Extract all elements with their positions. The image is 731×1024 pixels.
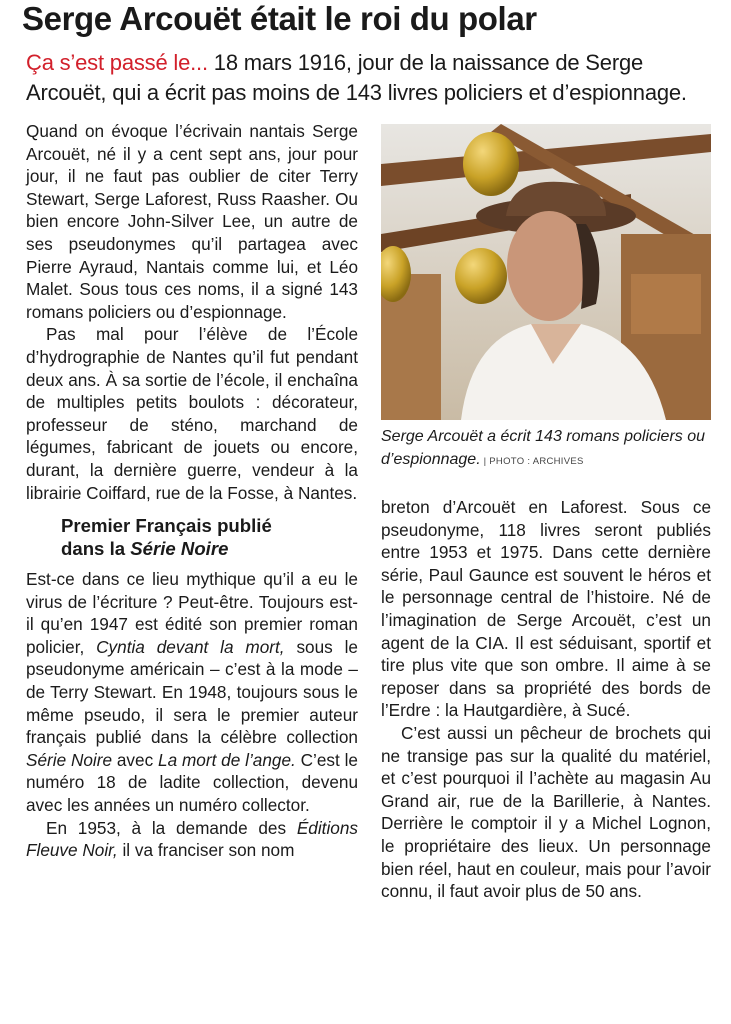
text-run: En 1953, à la demande des xyxy=(46,817,297,838)
photo-credit: | PHOTO : ARCHIVES xyxy=(480,455,584,467)
headline: Serge Arcouët était le roi du polar xyxy=(22,0,537,37)
text-run: avec xyxy=(112,749,159,770)
article-photo xyxy=(381,124,711,420)
subheading-line: dans la xyxy=(61,538,131,560)
text-run: Est-ce dans ce lieu mythique qu’il a eu le virus de l’écriture ? Peut-être. Toujours est-il qu’en 1947 est édité son premier roman policier, xyxy=(26,569,358,657)
photo-caption xyxy=(381,426,711,473)
subheading-italic: Série Noire xyxy=(130,538,229,560)
article-column-right xyxy=(381,496,711,903)
subheading xyxy=(61,514,358,560)
text-run: sous le pseudonyme américain – c’est à la mode – de Terry Stewart. En 1948, toujours sous le même pseudo, il sera le premier auteur français publié dans la célèbre collection xyxy=(26,636,358,748)
paragraph xyxy=(26,817,358,862)
portrait-illustration xyxy=(381,124,711,420)
publisher-name: Éditions Fleuve Noir, xyxy=(26,817,358,861)
subheading-line: Premier Français publié xyxy=(61,515,272,537)
article-column-left xyxy=(26,120,358,862)
standfirst xyxy=(26,48,716,108)
caption-text: Serge Arcouët a écrit 143 romans policiers ou d’espionnage. xyxy=(381,428,706,468)
paragraph xyxy=(26,568,358,817)
text-run: C’est le numéro 18 de ladite collection, devenu avec les années un numéro collector. xyxy=(26,749,358,816)
book-title: La mort de l’ange. xyxy=(158,749,296,770)
paragraph: Quand on évoque l’écrivain nantais Serge Arcouët, né il y a cent sept ans, jour pour jour, il ne faut pas oublier de citer Terry Stewart, Serge Laforest, Russ Raasher. Ou bien encore John-Silver Lee, un autre de ses pseudonymes qu’il partagea avec Pierre Ayraud, Nantais comme lui, et Léo Malet. Sous tous ces noms, il a signé 143 romans policiers ou d’espionnage. xyxy=(26,121,358,322)
text-run: il va franciser son nom xyxy=(117,840,295,861)
book-title: Cyntia devant la mort, xyxy=(96,636,285,657)
standfirst-kicker: Ça s’est passé le... xyxy=(26,50,208,75)
paragraph: Pas mal pour l’élève de l’École d’hydrographie de Nantes qu’il fut pendant deux ans. À sa sortie de l’école, il enchaîna de multiples petits boulots : décorateur, professeur de sténo, marchand de légumes, fabricant de jouets ou encore, durant, la dernière guerre, vendeur à la librairie Coiffard, rue de la Fosse, à Nantes. xyxy=(26,324,358,503)
paragraph: C’est aussi un pêcheur de brochets qui ne transige pas sur la qualité du matériel, et c’est pourquoi il l’achète au magasin Au Grand air, rue de la Barillerie, à Nantes. Derrière le comptoir il y a Michel Lognon, le propriétaire des lieux. Un personnage bien réel, haut en couleur, mais pour l’avoir connu, il faut avoir plus de 50 ans. xyxy=(381,722,711,902)
collection-title: Série Noire xyxy=(26,749,113,770)
paragraph: breton d’Arcouët en Laforest. Sous ce pseudonyme, 118 livres seront publiés entre 1953 et 1975. Dans cette dernière série, Paul Gaunce est souvent le héros et le personnage central de l’histoire. Né de l’imagination de Serge Arcouët, c’est un agent de la CIA. Il est séduisant, sportif et tire plus vite que son ombre. Il aime à se reposer dans sa propriété des bords de l’Erdre : la Hautgardière, à Sucé. xyxy=(381,497,711,721)
standfirst-text: 18 mars 1916, jour de la naissance de Serge Arcouët, qui a écrit pas moins de 143 livres policiers et d’espionnage. xyxy=(26,50,687,105)
